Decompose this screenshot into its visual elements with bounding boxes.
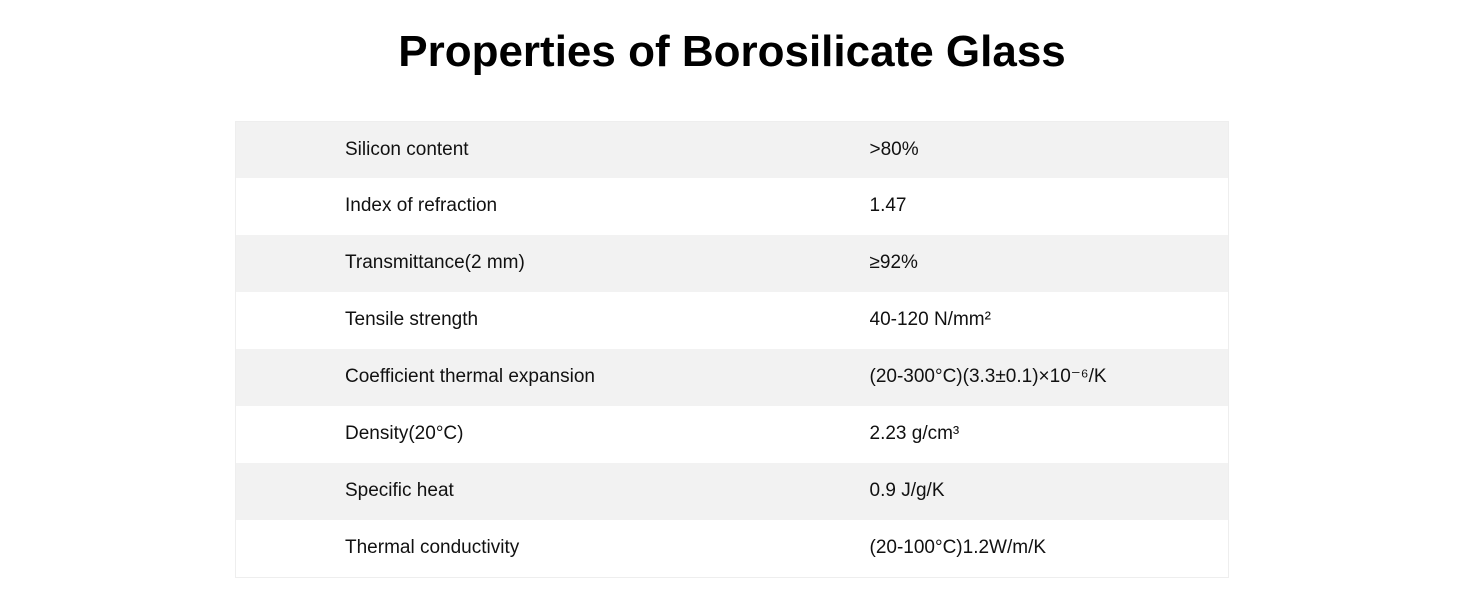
table-row: [236, 406, 1229, 463]
properties-table: [235, 121, 1229, 578]
property-value: 0.9 J/g/K: [870, 463, 1229, 520]
property-value: >80%: [870, 121, 1229, 178]
property-label: Tensile strength: [236, 292, 870, 349]
property-value: (20-300°C)(3.3±0.1)×10⁻⁶/K: [870, 349, 1229, 406]
table-row: [236, 235, 1229, 292]
properties-table-body: [236, 121, 1229, 577]
table-row: [236, 178, 1229, 235]
property-value: 40-120 N/mm²: [870, 292, 1229, 349]
table-row: [236, 463, 1229, 520]
table-row: [236, 121, 1229, 178]
property-label: Thermal conductivity: [236, 520, 870, 577]
property-value: 2.23 g/cm³: [870, 406, 1229, 463]
property-label: Coefficient thermal expansion: [236, 349, 870, 406]
table-row: [236, 520, 1229, 577]
property-label: Density(20°C): [236, 406, 870, 463]
property-label: Transmittance(2 mm): [236, 235, 870, 292]
property-value: ≥92%: [870, 235, 1229, 292]
property-label: Index of refraction: [236, 178, 870, 235]
table-row: [236, 292, 1229, 349]
property-label: Silicon content: [236, 121, 870, 178]
page-title: Properties of Borosilicate Glass: [398, 27, 1066, 76]
property-label: Specific heat: [236, 463, 870, 520]
property-value: (20-100°C)1.2W/m/K: [870, 520, 1229, 577]
table-row: [236, 349, 1229, 406]
property-value: 1.47: [870, 178, 1229, 235]
